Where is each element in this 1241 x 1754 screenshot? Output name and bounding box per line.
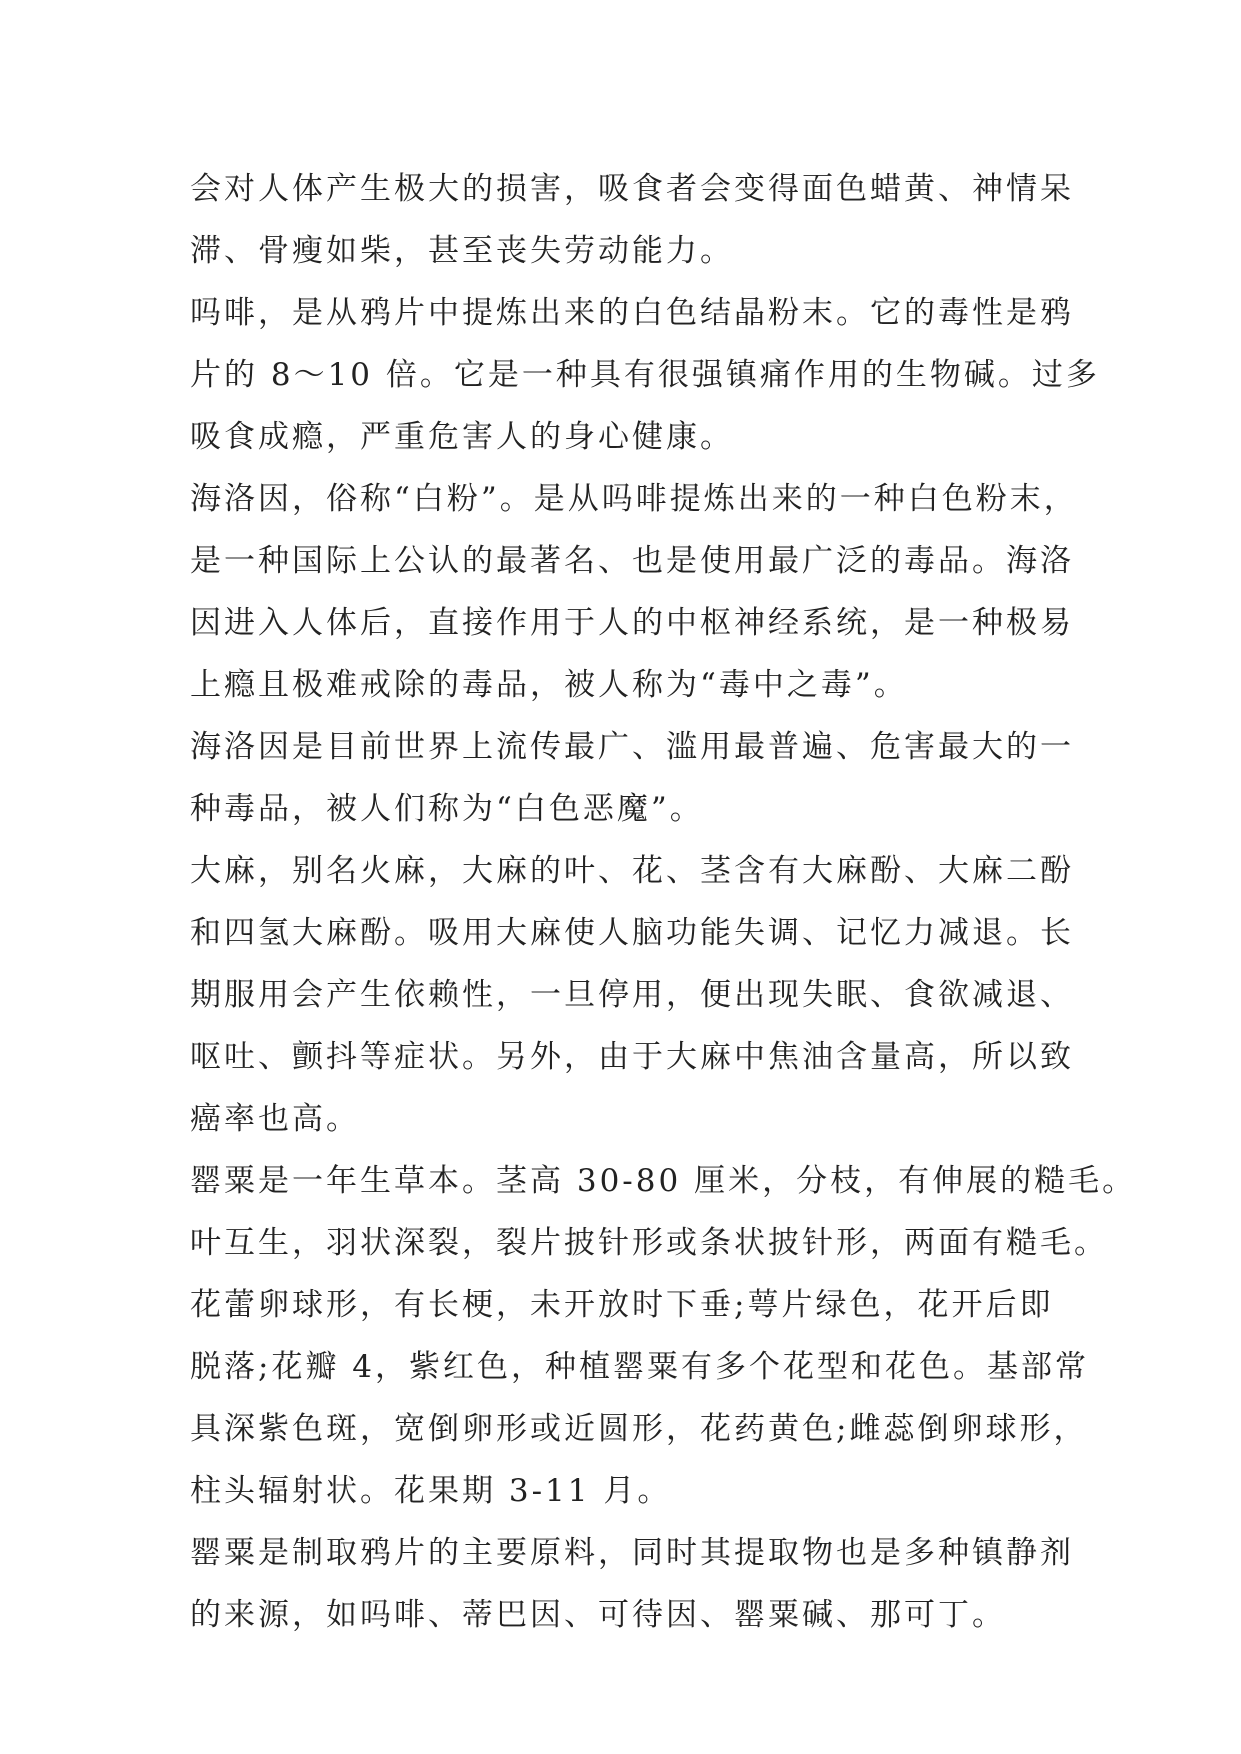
text-line: 因进入人体后，直接作用于人的中枢神经系统，是一种极易 — [190, 605, 1074, 641]
text-line: 和四氢大麻酚。吸用大麻使人脑功能失调、记忆力减退。长 — [190, 915, 1074, 951]
text-line: 柱头辐射状。花果期 3-11 月。 — [190, 1473, 672, 1509]
text-line: 花蕾卵球形，有长梗，未开放时下垂;萼片绿色，花开后即 — [190, 1287, 1054, 1323]
document-body — [190, 158, 1137, 1646]
text-line: 吸食成瘾，严重危害人的身心健康。 — [190, 419, 734, 455]
text-line: 滞、骨瘦如柴，甚至丧失劳动能力。 — [190, 233, 734, 269]
text-line: 吗啡，是从鸦片中提炼出来的白色结晶粉末。它的毒性是鸦 — [190, 295, 1074, 331]
text-line: 罂粟是制取鸦片的主要原料，同时其提取物也是多种镇静剂 — [190, 1535, 1074, 1571]
text-line: 呕吐、颤抖等症状。另外，由于大麻中焦油含量高，所以致 — [190, 1039, 1074, 1075]
text-line: 癌率也高。 — [190, 1101, 360, 1137]
text-line: 片的 8～10 倍。它是一种具有很强镇痛作用的生物碱。过多 — [190, 357, 1100, 393]
text-line: 罂粟是一年生草本。茎高 30-80 厘米，分枝，有伸展的糙毛。 — [190, 1163, 1137, 1199]
text-line: 是一种国际上公认的最著名、也是使用最广泛的毒品。海洛 — [190, 543, 1074, 579]
text-line: 的来源，如吗啡、蒂巴因、可待因、罂粟碱、那可丁。 — [190, 1597, 1006, 1633]
text-line: 大麻，别名火麻，大麻的叶、花、茎含有大麻酚、大麻二酚 — [190, 853, 1074, 889]
text-line: 叶互生，羽状深裂，裂片披针形或条状披针形，两面有糙毛。 — [190, 1225, 1108, 1261]
text-line: 上瘾且极难戒除的毒品，被人称为“毒中之毒”。 — [190, 667, 908, 703]
text-line: 期服用会产生依赖性，一旦停用，便出现失眠、食欲减退、 — [190, 977, 1074, 1013]
text-line: 会对人体产生极大的损害，吸食者会变得面色蜡黄、神情呆 — [190, 171, 1074, 207]
text-line: 具深紫色斑，宽倒卵形或近圆形，花药黄色;雌蕊倒卵球形， — [190, 1411, 1088, 1447]
text-line: 海洛因，俗称“白粉”。是从吗啡提炼出来的一种白色粉末， — [190, 481, 1078, 517]
text-line: 海洛因是目前世界上流传最广、滥用最普遍、危害最大的一 — [190, 729, 1074, 765]
text-line: 脱落;花瓣 4，紫红色，种植罂粟有多个花型和花色。基部常 — [190, 1349, 1090, 1385]
text-line: 种毒品，被人们称为“白色恶魔”。 — [190, 791, 704, 827]
